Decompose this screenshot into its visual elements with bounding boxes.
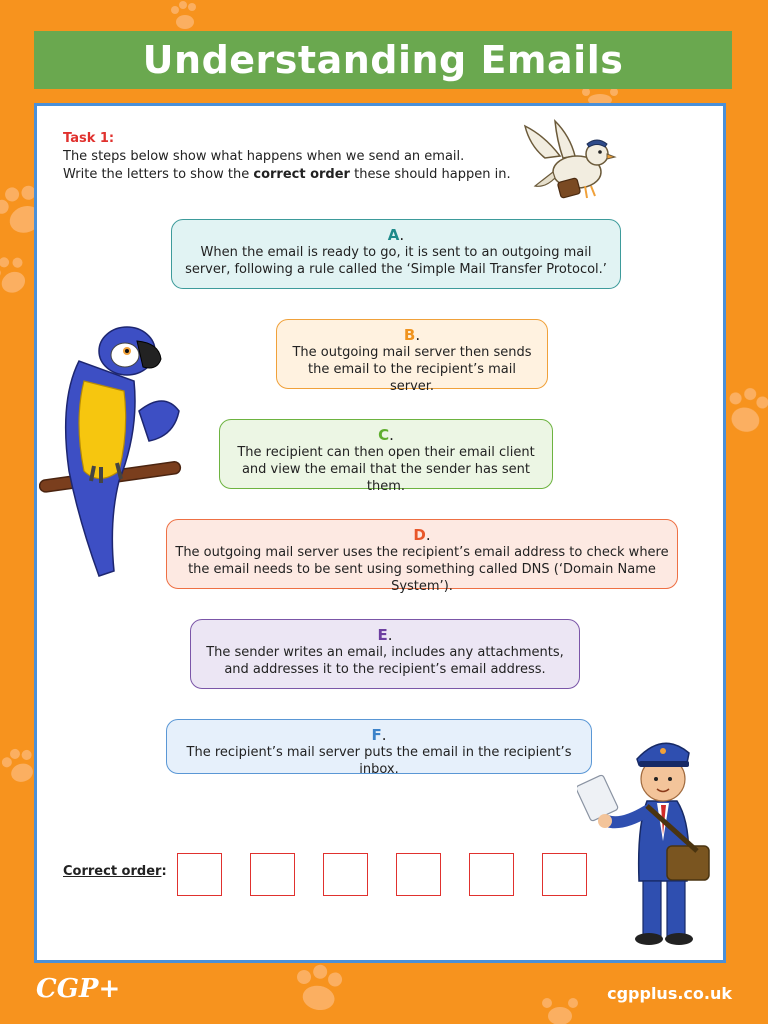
step-text-b: The outgoing mail server then sends the email to the recipient’s mail server.: [292, 345, 532, 394]
worksheet-panel: [34, 103, 726, 963]
step-card-c: [219, 419, 553, 494]
answer-box-2[interactable]: [250, 853, 295, 896]
answer-box-5[interactable]: [469, 853, 514, 896]
step-letter-f: F.: [371, 726, 387, 744]
step-letter-e: E.: [377, 626, 393, 644]
step-card-b: [276, 319, 548, 394]
step-letter-b: B.: [403, 326, 421, 344]
cgp-logo: CGP+: [36, 974, 121, 1004]
answer-box-6[interactable]: [542, 853, 587, 896]
answer-box-1[interactable]: [177, 853, 222, 896]
step-card-e: [190, 619, 580, 689]
answer-box-4[interactable]: [396, 853, 441, 896]
title-banner: [34, 31, 732, 89]
correct-order-label: Correct order:: [63, 864, 167, 879]
step-text-e: The sender writes an email, includes any attachments, and addresses it to the recipient’s email address.: [206, 645, 564, 677]
task-line-1: The steps below show what happens when we send an email.: [63, 149, 465, 164]
page-title: Understanding Emails: [142, 38, 624, 82]
step-text-c: The recipient can then open their email client and view the email that the sender has sent them.: [237, 445, 535, 494]
task-label: Task 1:: [63, 131, 115, 146]
task-line-2-bold: correct order: [253, 167, 350, 182]
step-letter-a: A.: [387, 226, 405, 244]
task-instructions: [63, 130, 523, 184]
postman-illustration: [577, 731, 727, 951]
footer-url[interactable]: cgpplus.co.uk: [607, 984, 732, 1003]
pigeon-illustration: [515, 116, 619, 212]
step-card-a: [171, 219, 621, 289]
step-text-a: When the email is ready to go, it is sent to an outgoing mail server, following a rule called the ‘Simple Mail Transfer Protocol.’: [185, 245, 607, 277]
step-card-d: [166, 519, 678, 594]
step-text-f: The recipient’s mail server puts the email in the recipient’s inbox.: [186, 745, 572, 777]
step-card-f: [166, 719, 592, 777]
task-line-2-pre: Write the letters to show the: [63, 167, 254, 182]
step-letter-c: C.: [378, 426, 394, 444]
answer-box-3[interactable]: [323, 853, 368, 896]
parrot-illustration: [39, 321, 183, 581]
step-letter-d: D.: [413, 526, 431, 544]
task-line-2-post: these should happen in.: [349, 167, 511, 182]
step-text-d: The outgoing mail server uses the recipient’s email address to check where the email needs to be sent using something called DNS (‘Domain Name System’).: [175, 545, 669, 594]
